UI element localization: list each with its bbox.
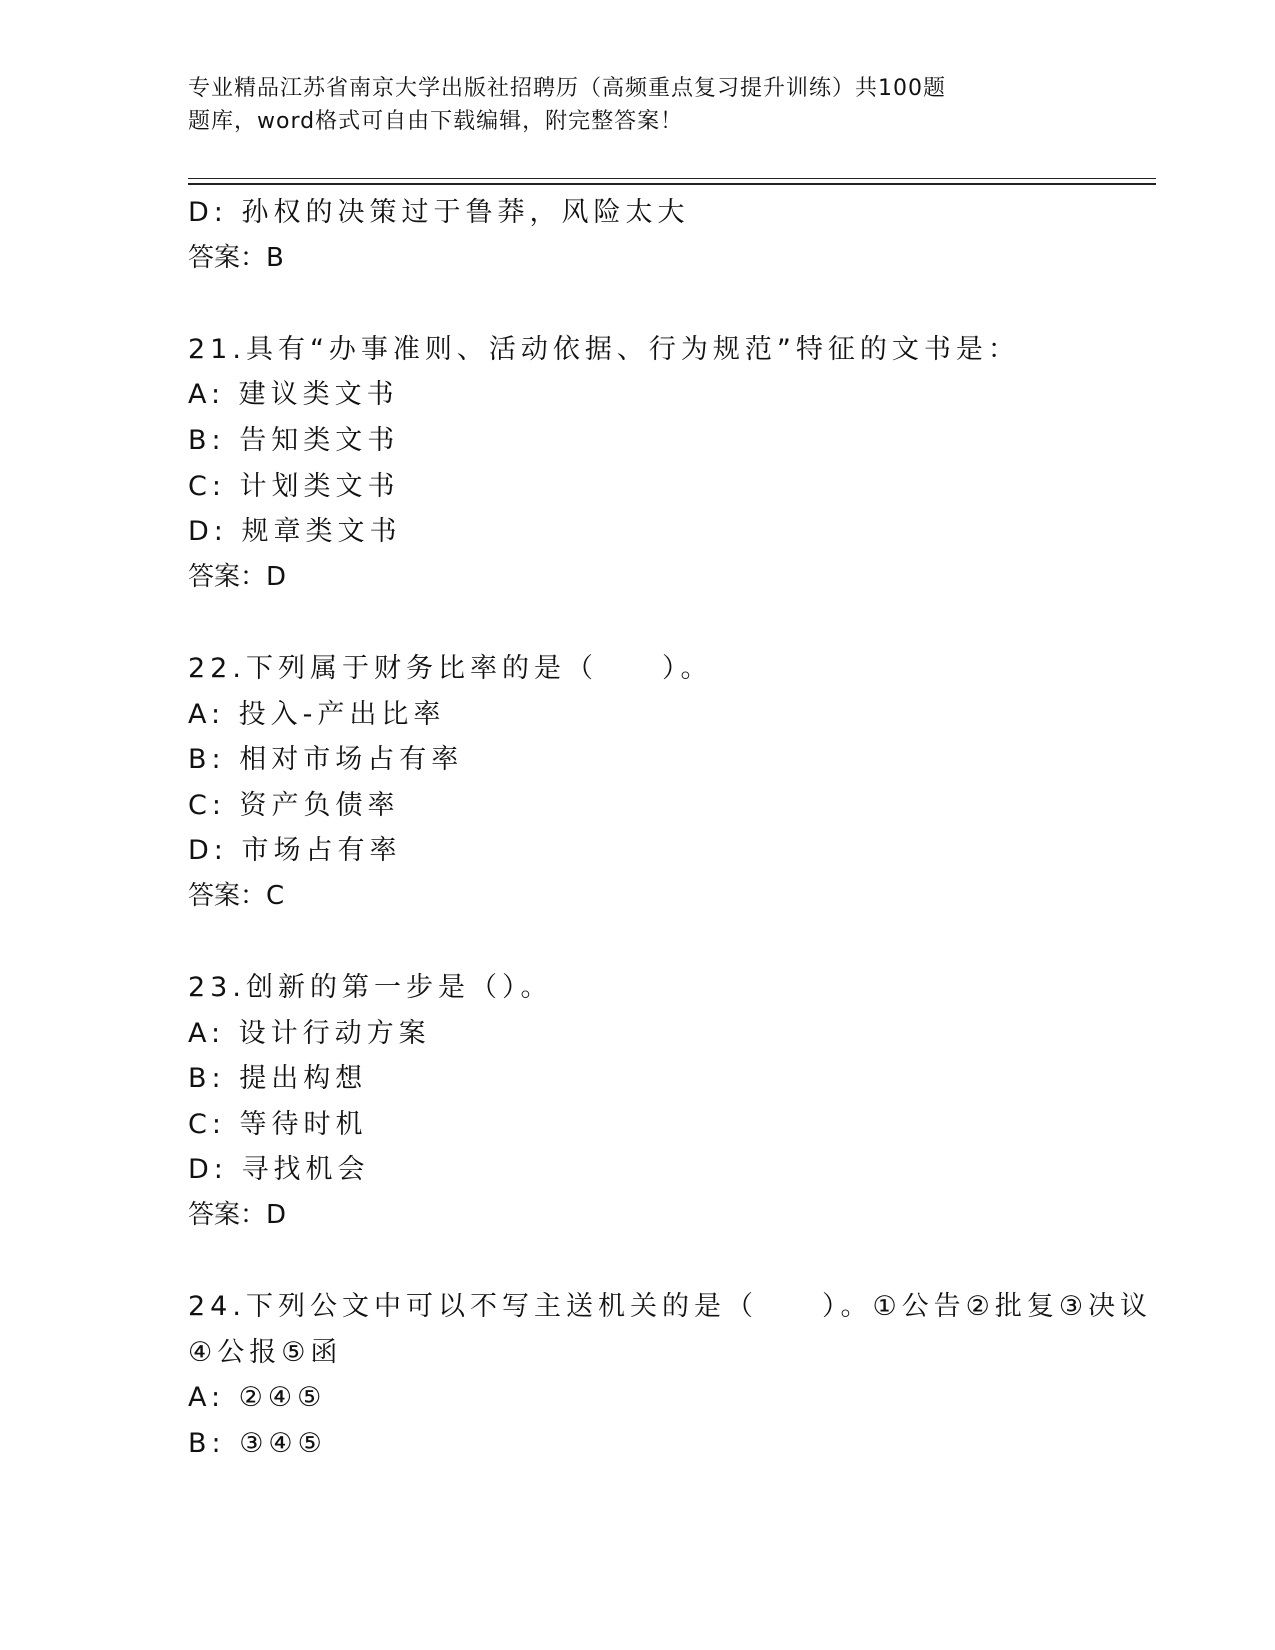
option-d: D: 市场占有率 — [188, 835, 402, 867]
spacer — [188, 920, 1088, 966]
question-stem: 23.创新的第一步是（）。 — [188, 972, 553, 1004]
document-header — [188, 72, 1048, 138]
spacer — [188, 1239, 1088, 1285]
option-c: C: 资产负债率 — [188, 789, 400, 821]
option-a: A: ②④⑤ — [188, 1382, 327, 1414]
header-divider-thin — [188, 178, 1156, 179]
option-c: C: 计划类文书 — [188, 470, 400, 502]
header-title-line-2: 题库，word格式可自由下载编辑，附完整答案！ — [188, 109, 684, 134]
answer-line: 答案：B — [188, 242, 284, 273]
header-divider-thick — [188, 183, 1156, 185]
option-a: A: 建议类文书 — [188, 379, 399, 411]
answer-line: 答案：D — [188, 561, 287, 592]
spacer — [188, 281, 1088, 327]
option-a: A: 投入-产出比率 — [188, 698, 446, 730]
option-a: A: 设计行动方案 — [188, 1017, 431, 1049]
option-c: C: 等待时机 — [188, 1108, 368, 1140]
option-b: B: 相对市场占有率 — [188, 744, 464, 776]
option-b: B: 提出构想 — [188, 1063, 368, 1095]
answer-line: 答案：D — [188, 1200, 287, 1231]
header-title-line-1: 专业精品江苏省南京大学出版社招聘历（高频重点复习提升训练）共100题 — [188, 76, 946, 101]
question-stem-continued: ④公报⑤函 — [188, 1336, 343, 1368]
option-d: D: 孙权的决策过于鲁莽，风险太大 — [188, 197, 690, 228]
option-d: D: 寻找机会 — [188, 1154, 370, 1186]
question-stem: 24.下列公文中可以不写主送机关的是（ ）。①公告②批复③决议 — [188, 1291, 1153, 1323]
document-body — [188, 190, 1153, 1467]
question-stem: 21.具有“办事准则、活动依据、行为规范”特征的文书是： — [188, 333, 1020, 365]
answer-line: 答案：C — [188, 880, 285, 911]
option-d: D: 规章类文书 — [188, 516, 402, 548]
option-b: B: ③④⑤ — [188, 1428, 327, 1460]
option-b: B: 告知类文书 — [188, 424, 400, 456]
question-stem: 22.下列属于财务比率的是（ ）。 — [188, 652, 713, 684]
spacer — [188, 600, 1088, 646]
